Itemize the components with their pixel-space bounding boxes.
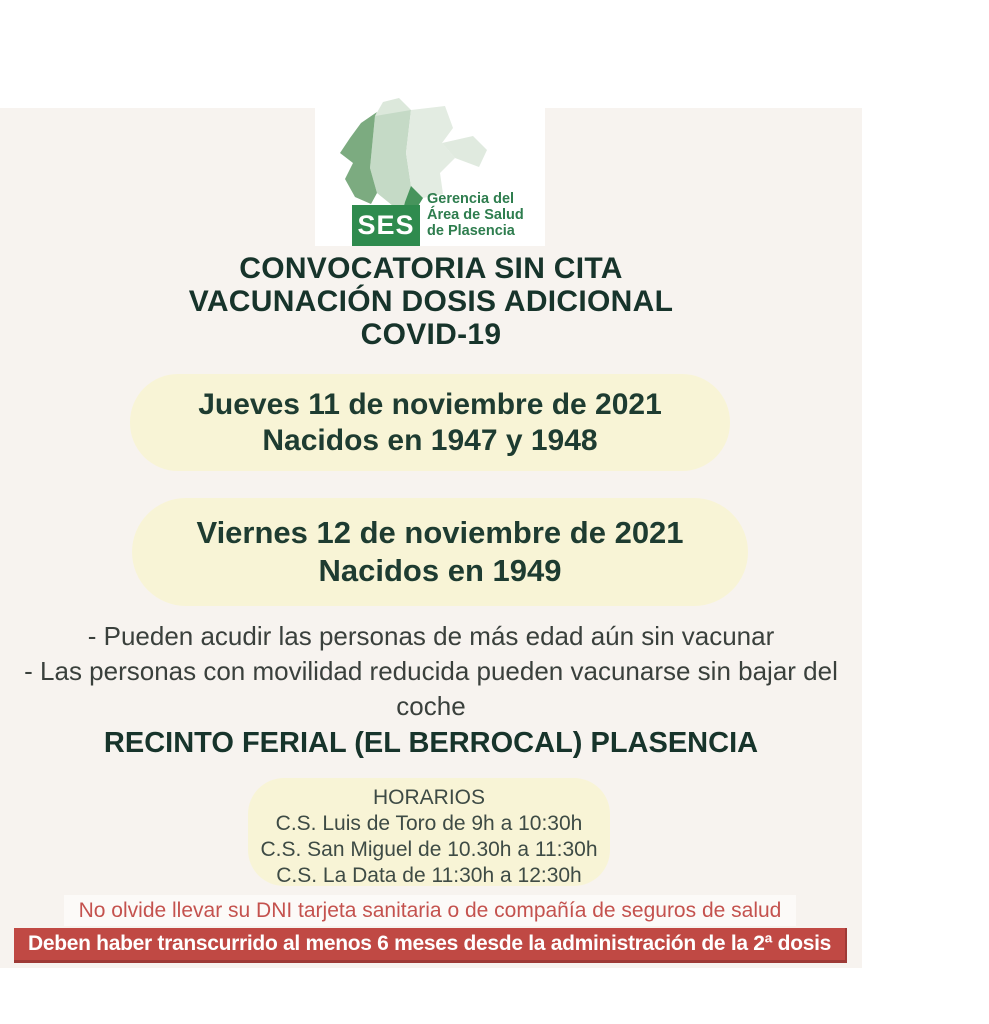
session-1-date: Jueves 11 de noviembre de 2021: [198, 388, 662, 421]
session-box-2: [132, 498, 748, 606]
session-2-date: Viernes 12 de noviembre de 2021: [196, 515, 684, 550]
note-line-1: - Pueden acudir las personas de más edad aún sin vacunar: [87, 621, 775, 651]
title-line-1: CONVOCATORIA SIN CITA: [239, 252, 623, 285]
schedule-line-1: C.S. Luis de Toro de 9h a 10:30h: [275, 812, 583, 835]
schedule-box: [248, 778, 610, 886]
ses-logo: [315, 98, 545, 246]
logo-org-name: [427, 191, 524, 239]
dni-reminder: No olvide llevar su DNI tarjeta sanitaria o de compañía de seguros de salud: [64, 895, 796, 926]
schedule-line-2: C.S. San Miguel de 10.30h a 11:30h: [260, 838, 598, 861]
title-line-3: COVID-19: [360, 318, 502, 351]
session-box-1: [130, 374, 730, 471]
ses-logo-text: SES: [357, 210, 415, 240]
logo-org-line: Gerencia del: [427, 191, 515, 207]
title-line-2: VACUNACIÓN DOSIS ADICIONAL: [188, 285, 674, 318]
six-months-warning-banner: Deben haber transcurrido al menos 6 meses desde la administración de la 2ª dosis: [14, 928, 847, 963]
note-line-2: - Las personas con movilidad reducida pueden vacunarse sin bajar del coche: [24, 656, 838, 721]
eligibility-notes: [10, 619, 852, 724]
logo-org-line: de Plasencia: [427, 223, 515, 239]
venue-line: RECINTO FERIAL (EL BERROCAL) PLASENCIA: [103, 727, 759, 759]
schedule-title: HORARIOS: [372, 786, 485, 809]
schedule-line-3: C.S. La Data de 11:30h a 12:30h: [276, 864, 582, 887]
session-1-cohort: Nacidos en 1947 y 1948: [262, 424, 598, 457]
poster-content-area: [0, 108, 862, 968]
poster-title: [0, 252, 862, 351]
logo-org-line: Área de Salud: [427, 207, 524, 223]
session-2-cohort: Nacidos en 1949: [318, 553, 562, 588]
